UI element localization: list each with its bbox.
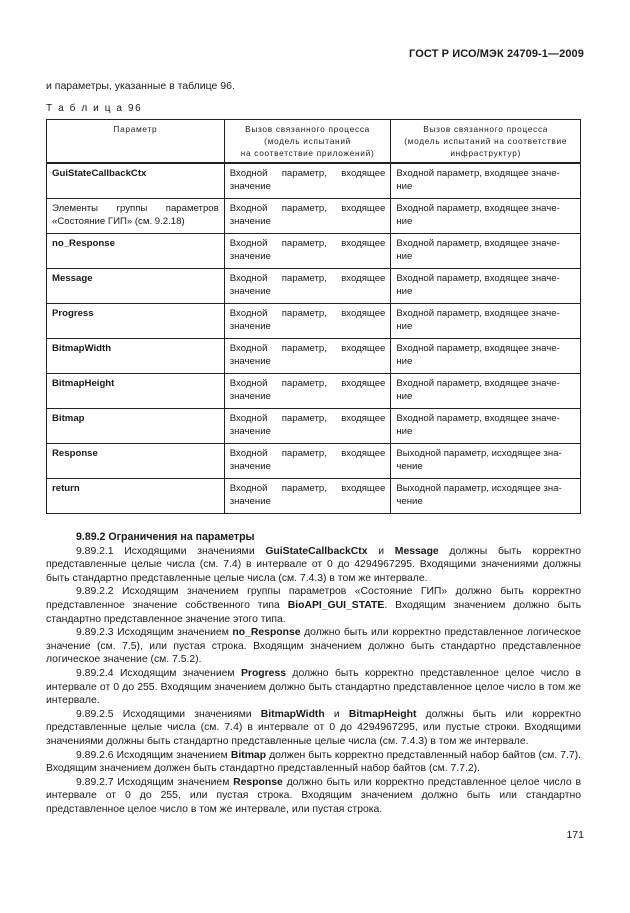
- parameter-name-bold: BitmapHeight: [348, 708, 417, 720]
- parameter-name-bold: BitmapWidth: [260, 708, 325, 720]
- parameter-name-cell: return: [47, 479, 225, 514]
- table-row: [47, 479, 581, 514]
- infrastructure-model-cell: Входной параметр, входящее значе- ние: [391, 163, 581, 199]
- parameter-name-cell: no_Response: [47, 234, 225, 269]
- infrastructure-model-cell: Входной параметр, входящее значе- ние: [391, 374, 581, 409]
- paragraph-text: 9.89.2.6 Исходящим значением: [76, 749, 231, 761]
- parameter-name-bold: BioAPI_GUI_STATE: [287, 599, 385, 611]
- table-row: [47, 304, 581, 339]
- paragraph-text: и: [324, 708, 349, 720]
- table-header-row: [47, 120, 581, 164]
- paragraph-text: 9.89.2.3 Исходящим значением: [76, 627, 233, 639]
- page-number: 171: [566, 829, 584, 841]
- parameter-name-bold: no_Response: [232, 627, 301, 639]
- infrastructure-model-cell: Выходной параметр, исходящее зна- чение: [391, 479, 581, 514]
- constraint-paragraph: [46, 667, 581, 708]
- section-title: 9.89.2 Ограничения на параметры: [76, 531, 255, 543]
- parameter-name-cell: Progress: [47, 304, 225, 339]
- paragraph-text: должно быть или корректно представленное логическое значение (см. 7.5), или пустая строка. Входящим значением должно быть стандартно представленное логическое значение (см. 7.5.2).: [46, 627, 581, 666]
- constraint-paragraph: [46, 708, 581, 749]
- table-row: [47, 444, 581, 479]
- parameter-name-bold: Progress: [240, 667, 287, 679]
- parameter-name-bold: Response: [233, 776, 283, 788]
- constraint-paragraph: [46, 749, 581, 776]
- parameter-name-cell: Message: [47, 269, 225, 304]
- table-row: [47, 409, 581, 444]
- paragraph-text: 9.89.2.1 Исходящими значениями: [76, 545, 266, 557]
- parameter-name-bold: GuiStateCallbackCtx: [265, 545, 368, 557]
- infrastructure-model-cell: Входной параметр, входящее значе- ние: [391, 199, 581, 234]
- column-header-application-model: Вызов связанного процесса (модель испытаний на соответствие приложений): [224, 120, 391, 164]
- paragraph-text: должно быть или корректно представленное целое число в интервале от 0 до 255, или пустая строка. Входящим значением должно быть или стандартно представленное целое число в том же интервале, или пустая строка.: [46, 776, 581, 815]
- constraint-paragraph: [46, 585, 581, 626]
- application-model-cell: Входной параметр, входящее значение: [224, 199, 391, 234]
- section-paragraphs: [46, 545, 581, 817]
- constraint-paragraph: [46, 776, 581, 817]
- parameter-name-cell: Элементы группы параметров «Состояние ГИП» (см. 9.2.18): [47, 199, 225, 234]
- infrastructure-model-cell: Выходной параметр, исходящее зна- чение: [391, 444, 581, 479]
- constraints-section: [46, 531, 581, 816]
- table-row: [47, 374, 581, 409]
- infrastructure-model-cell: Входной параметр, входящее значе- ние: [391, 409, 581, 444]
- table-row: [47, 269, 581, 304]
- paragraph-text: должны быть корректно представленные целые числа (см. 7.4) в интервале от 0 до 4294967295. Входящими значениями должны быть стандартно представленные целые числа (см. 7.4.3) в том же интервале.: [46, 545, 581, 584]
- parameter-name-cell: GuiStateCallbackCtx: [47, 163, 225, 199]
- infrastructure-model-cell: Входной параметр, входящее значе- ние: [391, 234, 581, 269]
- application-model-cell: Входной параметр, входящее значение: [224, 304, 391, 339]
- parameters-table: [46, 119, 581, 514]
- paragraph-text: 9.89.2.2 Исходящим значением группы параметров «Состояние ГИП» должно быть корректно представленное значение собственного типа: [46, 586, 581, 611]
- paragraph-text: 9.89.2.7 Исходящим значением: [76, 776, 234, 788]
- paragraph-text: должны быть или корректно представленные целые числа (см. 7.4) в интервале от 0 до 4294967295, или пустые строки. Входящими значениями должны быть стандартно представленные целые числа (см. 7.4.3) в том же интервале.: [46, 708, 581, 747]
- table-row: [47, 199, 581, 234]
- application-model-cell: Входной параметр, входящее значение: [224, 444, 391, 479]
- column-header-infrastructure-model: Вызов связанного процесса (модель испытаний на соответствие инфраструктур): [391, 120, 581, 164]
- application-model-cell: Входной параметр, входящее значение: [224, 479, 391, 514]
- application-model-cell: Входной параметр, входящее значение: [224, 234, 391, 269]
- infrastructure-model-cell: Входной параметр, входящее значе- ние: [391, 269, 581, 304]
- intro-text: и параметры, указанные в таблице 96.: [46, 80, 235, 92]
- infrastructure-model-cell: Входной параметр, входящее значе- ние: [391, 304, 581, 339]
- application-model-cell: Входной параметр, входящее значение: [224, 409, 391, 444]
- parameter-name-cell: BitmapHeight: [47, 374, 225, 409]
- parameter-name-bold: Message: [394, 545, 439, 557]
- application-model-cell: Входной параметр, входящее значение: [224, 374, 391, 409]
- parameter-name-bold: Bitmap: [230, 749, 267, 761]
- application-model-cell: Входной параметр, входящее значение: [224, 163, 391, 199]
- paragraph-text: должен быть корректно представленный набор байтов (см. 7.7). Входящим значением должен быть стандартно представленный набор байтов (см. 7.7.2).: [46, 749, 582, 775]
- table-caption: Т а б л и ц а 96: [46, 103, 143, 114]
- parameter-name-cell: Bitmap: [47, 409, 225, 444]
- paragraph-text: . Входящим значением должно быть стандартно представленное значение этого типа.: [46, 599, 581, 625]
- paragraph-text: и: [367, 545, 395, 557]
- application-model-cell: Входной параметр, входящее значение: [224, 339, 391, 374]
- infrastructure-model-cell: Входной параметр, входящее значе- ние: [391, 339, 581, 374]
- table-row: [47, 163, 581, 199]
- table-row: [47, 234, 581, 269]
- constraint-paragraph: [46, 626, 581, 667]
- parameter-name-cell: Response: [47, 444, 225, 479]
- paragraph-text: 9.89.2.5 Исходящими значениями: [76, 708, 261, 720]
- paragraph-text: должно быть корректно представленное целое число в интервале от 0 до 255. Входящим значением должно быть стандартно представленное целое число в том же интервале.: [46, 667, 582, 707]
- paragraph-text: 9.89.2.4 Исходящим значением: [76, 667, 241, 679]
- table-row: [47, 339, 581, 374]
- constraint-paragraph: [46, 545, 581, 586]
- column-header-parameter: Параметр: [47, 120, 225, 164]
- parameter-name-cell: BitmapWidth: [47, 339, 225, 374]
- table-body: [47, 163, 581, 514]
- document-standard-header: ГОСТ Р ИСО/МЭК 24709-1—2009: [409, 48, 584, 60]
- application-model-cell: Входной параметр, входящее значение: [224, 269, 391, 304]
